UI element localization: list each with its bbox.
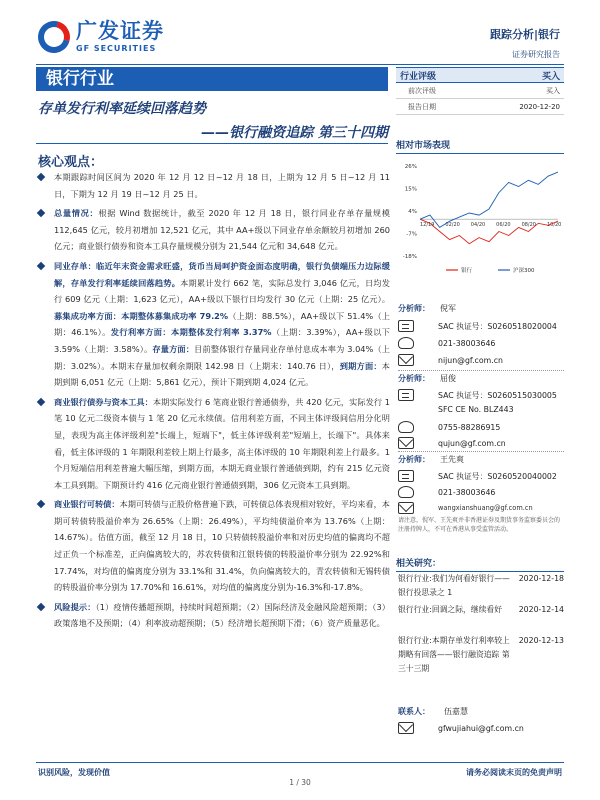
- logo-cn: 广发证券: [76, 19, 164, 43]
- footer-divider: [36, 762, 564, 763]
- legend-label: 沪深300: [513, 268, 535, 274]
- y-tick-label: -18%: [402, 254, 417, 260]
- x-tick-label: 06/20: [496, 222, 511, 229]
- analyst-divider: [398, 451, 564, 452]
- report-subtitle: ——银行融资追踪 第三十四期: [201, 125, 388, 141]
- analyst-3-email[interactable]: wangxianshuang@gf.com.cn: [438, 504, 533, 512]
- x-tick-label: 02/20: [445, 222, 460, 229]
- certificate-icon: [398, 320, 414, 332]
- related-item[interactable]: [398, 603, 564, 617]
- perf-title: 相对市场表现: [396, 138, 564, 154]
- related-item-title[interactable]: 银行行业:本期存单发行利率较上期略有回落——银行融资追踪 第三十三期: [398, 636, 510, 673]
- legend-label: 银行: [461, 268, 473, 274]
- mail-icon: [398, 437, 414, 449]
- analyst-1-email[interactable]: nijun@gf.com.cn: [438, 355, 503, 365]
- related-item[interactable]: [398, 634, 564, 676]
- analyst-1-name: 倪军: [440, 304, 456, 313]
- title-divider: [36, 143, 388, 144]
- x-tick-label: 04/20: [470, 222, 486, 229]
- analyst-2-email[interactable]: qujun@gf.com.cn: [438, 438, 506, 448]
- related-title: 相关研究：: [396, 556, 564, 572]
- industry-band: 银行行业: [36, 67, 388, 91]
- perf-section: [396, 138, 564, 154]
- certificate-icon: [398, 470, 414, 482]
- y-tick-label: 26%: [404, 164, 417, 170]
- phone-icon: [398, 486, 414, 498]
- x-tick-label: 10/20: [546, 222, 562, 229]
- analyst-3-sac: SAC 执证号：S0260520040002: [438, 471, 557, 481]
- core-views: [36, 169, 390, 635]
- phone-icon: [398, 337, 414, 349]
- prev-rating-row: 前次评级 买入: [396, 83, 564, 99]
- analyst-2-sfc: SFC CE No. BLZ443: [438, 405, 514, 414]
- analyst-3-phone: 021-38003646: [438, 487, 496, 497]
- bullet-convertible: 商业银行可转债：本期可转债与正股价格普遍下跌，可转债总体表现相对较好，平均来看，本期可转债转股溢价率为 26.65%（上期：26.49%），平均纯债溢价率为 13.76%（上期：14.67%）。估值方面，截至 12 月 18 日，10 只转债转股溢价率和对历史均值的偏离均不超过正负一个标准差，正向偏离较大的，苏农转债和江银转债的转股溢价率分别为 22.92%和 17.74%，对均值的偏离度分别为 33.1%和 31.4%，负向偏离较大的，青农转债和无锡转债的转股溢价率分别为 17.70%和 16.61%，对均值的偏离度分别为-16.3%和-17.8%。: [36, 496, 390, 596]
- mail-icon: [398, 502, 414, 514]
- contact-email[interactable]: gfwujiahui@gf.com.cn: [438, 723, 524, 733]
- bullet-period: 本期跟踪时间区间为 2020 年 12 月 12 日~12 月 18 日，上期为 12 月 5 日~12 月 11 日，下期为 12 月 19 日~12 月 25 日。: [36, 169, 390, 202]
- related-section: [396, 556, 564, 572]
- analyst-1-phone: 021-38003646: [438, 338, 496, 348]
- related-item-title[interactable]: 银行行业:我们为何看好银行——银行投思录之 1: [398, 574, 510, 597]
- rating-value: 买入: [541, 71, 560, 82]
- header-divider: [36, 64, 564, 65]
- related-item-date: 2020-12-14: [518, 605, 564, 614]
- bullet-risk: 风险提示：（1）疫情传播超预期，持续时间超预期；（2）国际经济及金融风险超预期；（3）政策落地不及预期；（4）利率波动超预期；（5）经济增长超预期下滑；（6）资产质量恶化。: [36, 599, 390, 632]
- phone-icon: [398, 421, 414, 433]
- related-item-date: 2020-12-13: [518, 636, 564, 645]
- contact-name: 伍嘉慧: [444, 707, 468, 716]
- section-heading: 核心观点：: [38, 155, 104, 170]
- report-date-row: 报告日期 2020-12-20: [396, 99, 564, 115]
- related-item-date: 2020-12-18: [518, 574, 564, 583]
- report-type: 跟踪分析|银行: [489, 28, 560, 41]
- bullet-ncd: 同业存单：临近年末资金需求旺盛，货币当局呵护资金面态度明确，银行负债端压力边际缓解，存单发行利率延续回落趋势。本期累计发行 662 笔，实际总发行 3,046 亿元，日均发行 609 亿元（上期：1,623 亿元），AA+级以下银行日均发行 30 亿元（上期：25 亿元）。募集成功率方面：本期整体募集成功率 79.2%（上期：88.5%），AA+级以下 51.4%（上期：46.1%）。发行利率方面：本期整体发行利率 3.37%（上期：3.39%），AA+级以下 3.59%（上期：3.58%）。存量方面：目前整体银行存量同业存单付息成本率为 3.04%（上期：3.02%）。本期末存量加权剩余期限 142.98 日（上期末：140.76 日），到期方面：本期到期 6,051 亿元（上期：5,861 亿元），预计下期到期 4,024 亿元。: [36, 258, 390, 391]
- x-tick-label: 12/19: [420, 222, 435, 229]
- relative-performance-chart: [396, 160, 564, 280]
- mail-icon: [398, 722, 414, 734]
- mail-icon: [398, 354, 414, 366]
- related-item[interactable]: [398, 572, 564, 600]
- analyst-1-sac: SAC 执证号：S0260518020004: [438, 321, 557, 331]
- gf-logo: [38, 20, 164, 53]
- analyst-2-label: 分析师：: [398, 374, 430, 383]
- y-tick-label: 4%: [408, 209, 417, 215]
- certificate-icon: [398, 389, 414, 401]
- analyst-2-sac: SAC 执证号：S0260515030005: [438, 390, 557, 400]
- gf-logo-icon: [32, 15, 76, 59]
- footer-slogan: 识别风险，发现价值: [38, 768, 110, 777]
- contact-label: 联系人：: [398, 707, 430, 716]
- analyst-3-label: 分析师：: [398, 455, 430, 464]
- rating-box: [396, 67, 564, 115]
- logo-en: GF SECURITIES: [76, 44, 157, 53]
- y-tick-label: -7%: [406, 231, 417, 238]
- series-line-bank: [420, 219, 558, 244]
- related-item-title[interactable]: 银行行业:回调之际，继续看好: [398, 605, 502, 614]
- report-title: 存单发行利率延续回落趋势: [38, 101, 206, 117]
- hk-disclaimer: 请注意，倪军、王先爽并非香港证券及期货事务监察委员会的注册持牌人，不可在香港从事受监管活动。: [398, 517, 561, 533]
- analyst-3-name: 王先爽: [440, 455, 464, 464]
- footer-disclaimer-note: 请务必阅读末页的免责声明: [466, 768, 562, 777]
- x-tick-label: 08/20: [521, 222, 536, 229]
- analyst-2-name: 屈俊: [440, 374, 456, 383]
- rating-head: 行业评级 买入: [396, 67, 564, 83]
- analyst-1-label: 分析师：: [398, 304, 430, 313]
- analyst-divider: [398, 370, 564, 371]
- report-sub: 证券研究报告: [512, 50, 560, 59]
- y-tick-label: 15%: [404, 186, 417, 193]
- bullet-total: 总量情况：根据 Wind 数据统计，截至 2020 年 12 月 18 日，银行同业存单存量规模 112,645 亿元，较月初增加 12,521 亿元，其中 AA+级以下同业存单余额较月初增加 260 亿元；商业银行债券和资本工具存量规模分别为 21,544 亿元和 34,648 亿元。: [36, 205, 390, 255]
- analyst-2-phone: 0755-88286915: [438, 422, 501, 432]
- page-number: 1 / 30: [289, 778, 311, 787]
- bullet-bonds: 商业银行债券与资本工具：本期实际发行 6 笔商业银行普通债券，共 420 亿元，实际发行 1 笔 10 亿元二级资本债与 1 笔 20 亿元永续债。信用利差方面，不同主体评级间信用分化明显，表现为高主体评级利差"长端上，短端下"，低主体评级利差"短端上，长端下"。具体来看，低主体评级的 1 年期限利差较上期上行最多，高主体评级的 10 年期限利差上行最多。1 个月短端信用利差普遍大幅压缩，到期方面，本期无商业银行普通债到期，约有 215 亿元资本工具到期。下期预计约 416 亿元商业银行普通债到期，306 亿元资本工具到期。: [36, 394, 390, 494]
